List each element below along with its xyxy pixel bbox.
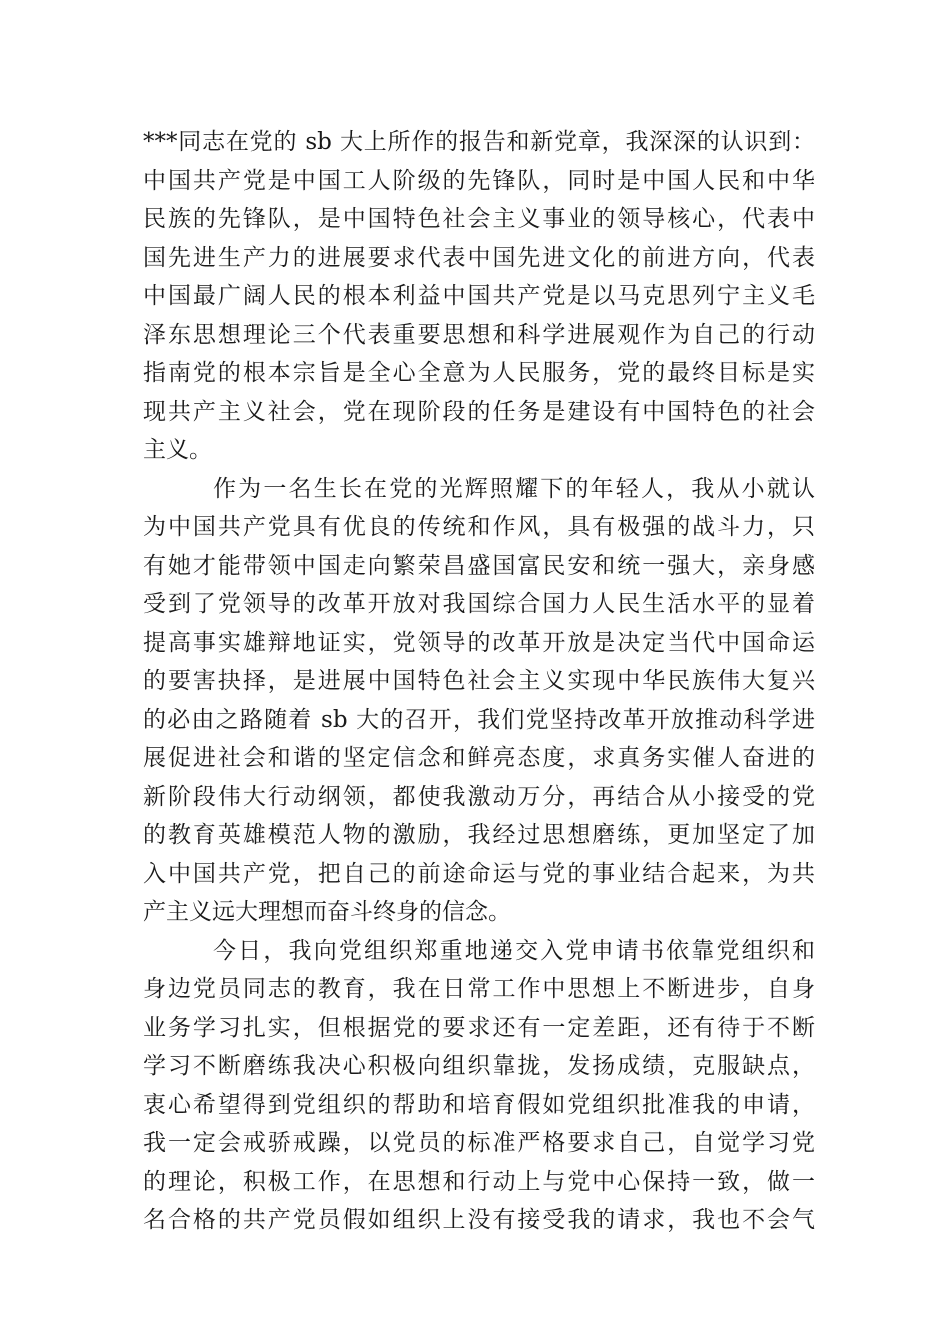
paragraph-2-line-1: 作为一名生长在党的光辉照耀下的年轻人，我从小就认 — [213, 475, 815, 502]
document-body — [143, 123, 815, 1240]
paragraph-1-line-5: 中国最广阔人民的根本利益中国共产党是以马克思列宁主义毛 — [143, 283, 815, 309]
paragraph-2-line-8: 展促进社会和谐的坚定信念和鲜亮态度，求真务实催人奋进的 — [143, 745, 815, 771]
paragraph-2-line-7: 的必由之路随着 sb 大的召开，我们党坚持改革开放推动科学进 — [143, 706, 815, 733]
paragraph-1-line-2: 中国共产党是中国工人阶级的先锋队，同时是中国人民和中华 — [143, 167, 815, 194]
paragraph-1-line-9: 主义。 — [143, 437, 212, 463]
paragraph-2-line-10: 的教育英雄模范人物的激励，我经过思想磨练，更加坚定了加 — [143, 822, 815, 848]
paragraph-3-line-2: 身边党员同志的教育，我在日常工作中思想上不断进步，自身 — [143, 976, 815, 1002]
paragraph-3-line-6: 我一定会戒骄戒躁，以党员的标准严格要求自己，自觉学习党 — [143, 1130, 815, 1156]
paragraph-2-line-5: 提高事实雄辩地证实，党领导的改革开放是决定当代中国命运 — [143, 629, 815, 656]
paragraph-3-line-3: 业务学习扎实，但根据党的要求还有一定差距，还有待于不断 — [143, 1014, 815, 1041]
paragraph-1-line-7: 指南党的根本宗旨是全心全意为人民服务，党的最终目标是实 — [143, 360, 815, 386]
paragraph-2-line-12: 产主义远大理想而奋斗终身的信念。 — [143, 899, 511, 925]
paragraph-1-line-4: 国先进生产力的进展要求代表中国先进文化的前进方向，代表 — [143, 244, 815, 271]
paragraph-1-line-3: 民族的先锋队，是中国特色社会主义事业的领导核心，代表中 — [143, 206, 815, 232]
paragraph-1-line-6: 泽东思想理论三个代表重要思想和科学进展观作为自己的行动 — [143, 321, 815, 348]
paragraph-3-line-4: 学习不断磨练我决心积极向组织靠拢，发扬成绩，克服缺点， — [143, 1053, 815, 1079]
paragraph-3-line-7: 的理论，积极工作，在思想和行动上与党中心保持一致，做一 — [143, 1168, 815, 1195]
paragraph-2-line-11: 入中国共产党，把自己的前途命运与党的事业结合起来，为共 — [143, 860, 815, 887]
paragraph-2-line-9: 新阶段伟大行动纲领，都使我激动万分，再结合从小接受的党 — [143, 783, 815, 810]
paragraph-2-line-6: 的要害抉择，是进展中国特色社会主义实现中华民族伟大复兴 — [143, 668, 815, 694]
paragraph-2-line-2: 为中国共产党具有优良的传统和作风，具有极强的战斗力，只 — [143, 514, 815, 540]
paragraph-2-line-4: 受到了党领导的改革开放对我国综合国力人民生活水平的显着 — [143, 591, 815, 617]
paragraph-3-line-8: 名合格的共产党员假如组织上没有接受我的请求，我也不会气 — [143, 1207, 815, 1233]
paragraph-1-line-1: ***同志在党的 sb 大上所作的报告和新党章，我深深的认识到： — [143, 129, 815, 155]
paragraph-3-line-5: 衷心希望得到党组织的帮助和培育假如党组织批准我的申请， — [143, 1091, 815, 1118]
paragraph-2-line-3: 有她才能带领中国走向繁荣昌盛国富民安和统一强大，亲身感 — [143, 552, 815, 579]
paragraph-1-line-8: 现共产主义社会，党在现阶段的任务是建设有中国特色的社会 — [143, 398, 815, 425]
paragraph-3-line-1: 今日，我向党组织郑重地递交入党申请书依靠党组织和 — [213, 937, 815, 964]
